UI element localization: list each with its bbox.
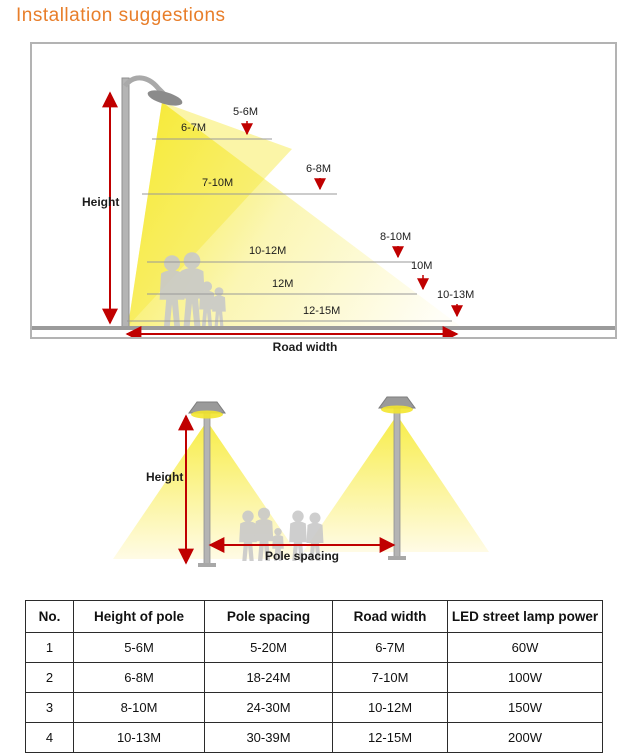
- col-header-pole-spacing: Pole spacing: [205, 601, 333, 633]
- table-cell: 5-20M: [205, 633, 333, 663]
- page-title: Installation suggestions: [16, 5, 226, 26]
- table-cell: 200W: [448, 723, 603, 753]
- table-row: [26, 723, 603, 753]
- table-cell: 150W: [448, 693, 603, 723]
- road-width-diagram: [30, 42, 617, 339]
- table-cell: 6-7M: [333, 633, 448, 663]
- table-cell: 30-39M: [205, 723, 333, 753]
- pole-height-value: 10M: [411, 260, 433, 272]
- col-header-road-width: Road width: [333, 601, 448, 633]
- col-header-led-power: LED street lamp power: [448, 601, 603, 633]
- table-row: [26, 693, 603, 723]
- col-header-height-of-pole: Height of pole: [74, 601, 205, 633]
- table-cell: 4: [26, 723, 74, 753]
- col-header-no: No.: [26, 601, 74, 633]
- pole-height-value: 5-6M: [233, 106, 259, 118]
- table-cell: 3: [26, 693, 74, 723]
- height-label: Height: [82, 195, 120, 209]
- road-width-diagram-canvas: [32, 44, 615, 337]
- road-width-value: 12-15M: [303, 305, 341, 317]
- table-row: [26, 663, 603, 693]
- road-width-value: 7-10M: [202, 177, 234, 189]
- road-width-value: 6-7M: [181, 122, 207, 134]
- spec-table: [25, 600, 603, 753]
- table-header-row: [26, 601, 603, 633]
- table-cell: 18-24M: [205, 663, 333, 693]
- table-cell: 2: [26, 663, 74, 693]
- pole-spacing-label: Pole spacing: [264, 549, 340, 563]
- pole-height-value: 10-13M: [437, 289, 475, 301]
- table-cell: 24-30M: [205, 693, 333, 723]
- table-cell: 12-15M: [333, 723, 448, 753]
- table-cell: 6-8M: [74, 663, 205, 693]
- table-row: [26, 633, 603, 663]
- table-cell: 60W: [448, 633, 603, 663]
- pole-spacing-diagram-canvas: [0, 395, 627, 575]
- pole-spacing-diagram: [0, 395, 627, 575]
- pole-height-value: 6-8M: [306, 163, 332, 175]
- table-cell: 5-6M: [74, 633, 205, 663]
- table-cell: 10-12M: [333, 693, 448, 723]
- table-cell: 7-10M: [333, 663, 448, 693]
- road-width-value: 12M: [272, 278, 294, 290]
- table-cell: 1: [26, 633, 74, 663]
- ground-line: [32, 326, 615, 330]
- road-width-value: 10-12M: [249, 245, 287, 257]
- height-label: Height: [146, 470, 184, 484]
- table-cell: 8-10M: [74, 693, 205, 723]
- table-cell: 10-13M: [74, 723, 205, 753]
- table-cell: 100W: [448, 663, 603, 693]
- pole-height-value: 8-10M: [380, 231, 412, 243]
- road-width-label: Road width: [272, 340, 338, 354]
